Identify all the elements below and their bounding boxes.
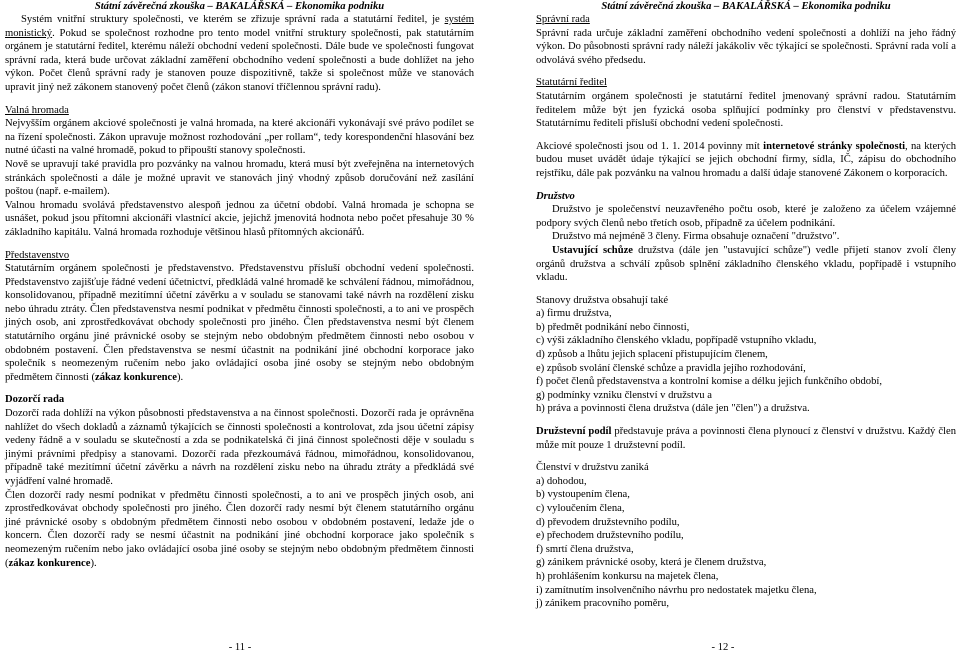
paragraph-gm-1: Nejvyšším orgánem akciové společnosti je valná hromada, na které akcionáři vykonávají své právo podílet se na řízení společnosti. Zákon upravuje možnost rozhodování „per rollam“, tedy korespondenční hlasování bez nutné účasti na valné hromadě, pokud to připouští stanovy společnosti. bbox=[5, 118, 474, 157]
membership-intro: Členství v družstvu zaniká bbox=[536, 462, 649, 474]
bold-span: Družstevní podíl bbox=[536, 426, 612, 438]
list-item: c) výši základního členského vkladu, popřípadě vstupního vkladu, bbox=[536, 335, 817, 347]
paragraph-sd-1: Statutárním orgánem společnosti je statutární ředitel jmenovaný správní radou. Statutárním ředitelem může být jen fyzická osoba splňující podmínky pro členství v představenstvu. Statutárnímu řediteli přísluší obchodní vedení společnosti. bbox=[536, 90, 956, 130]
list-item: e) přechodem družstevního podílu, bbox=[536, 530, 684, 542]
list-item: e) způsob svolání členské schůze a pravidla jejího rozhodování, bbox=[536, 362, 806, 374]
list-item: f) smrtí člena družstva, bbox=[536, 543, 634, 555]
paragraph-monism bbox=[5, 13, 474, 95]
page-body-right bbox=[536, 13, 956, 611]
list-item: f) počet členů představenstva a kontrolní komise a délku jejich funkčního období, bbox=[536, 376, 882, 388]
list-item: h) prohlášením konkursu na majetek člena, bbox=[536, 570, 719, 582]
membership-list bbox=[536, 475, 956, 611]
text-span: Statutárním orgánem společnosti je představenstvo. Představenstvu přísluší obchodní vedení společnosti. Představenstvo zajišťuje řádné vedení účetnictví, předkládá valné hromadě ke schválení řádnou, mimořádnou, konsolidovanou, případně mezitímní účetní závěrku a v souladu se stanovami také návrh na rozdělení zisku nebo úhradu ztráty. Člen představenstva nesmí podnikat v předmětu činnosti společnosti, a to ani ve prospěch jiných osob, ani zprostředkovávat obchody společnosti pro jiného. Člen představenstva nesmí být členem statutárního orgánu jiné právnické osoby se stejným nebo obdobným předmětem činnosti nebo osobou v obdobném postavení. Člen představenstva se nesmí účastnit na podnikání jiné obchodní korporace jako společník s neomezeným ručením nebo jako ovládající osoba jiné osoby se stejným nebo obdobným předmětem činnosti ( bbox=[5, 263, 474, 383]
text-span: ). bbox=[90, 557, 97, 569]
page-right bbox=[486, 0, 960, 657]
list-item: g) podmínky vzniku členství v družstvu a bbox=[536, 389, 712, 401]
heading-general-meeting: Valná hromada bbox=[5, 104, 69, 116]
paragraph-coop-2: Družstvo má nejméně 3 členy. Firma obsahuje označení "družstvo". bbox=[552, 231, 840, 243]
list-item: d) způsob a lhůtu jejich splacení přistupujícím členem, bbox=[536, 349, 768, 361]
bold-span: zákaz konkurence bbox=[95, 371, 177, 383]
heading-cooperative: Družstvo bbox=[536, 190, 575, 202]
list-item: j) zánikem pracovního poměru, bbox=[536, 598, 669, 610]
page-header-right: Státní závěrečná zkouška – BAKALÁŘSKÁ – Ekonomika podniku bbox=[601, 1, 891, 12]
text-span: družstva (dále jen "ustavující schůze") vedle přijetí stanov zvolí členy orgánů družstva a schválí způsob splnění základního členského vkladu, popřípadě i vstupního vkladu. bbox=[536, 244, 956, 284]
paragraph-websites bbox=[536, 140, 956, 181]
paragraph-coop-1: Družstvo je společenství neuzavřeného počtu osob, které je založeno za účelem vzájemné podpory svých členů nebo třetích osob, případně za účelem podnikání. bbox=[536, 204, 956, 229]
list-item: d) převodem družstevního podílu, bbox=[536, 516, 680, 528]
list-item: g) zánikem právnické osoby, která je členem družstva, bbox=[536, 557, 767, 569]
text-span: . Pokud se společnost rozhodne pro tento model vnitřní struktury společnosti, pak statutárním orgánem je statutární ředitel, kterému náleží obchodní vedení společnosti. Dále bude ve společnosti fungovat správní rada, která bude určovat základní zaměření obchodního vedení společnosti a bude dohlížet na jeho výkon. Počet členů správní rady je stanoven pouze dispozitivně, takže si společnost může ve stanovách upravit jiný než zákonem stanovený počet členů (zákon stanoví tříčlennou správní radu). bbox=[5, 27, 474, 93]
list-item: c) vyloučením člena, bbox=[536, 503, 625, 514]
heading-statutory-director: Statutární ředitel bbox=[536, 77, 607, 89]
list-item: a) dohodou, bbox=[536, 475, 587, 487]
paragraph-sb-1: Dozorčí rada dohlíží na výkon působnosti představenstva a na činnost společnosti. Dozorčí rada je oprávněna nahlížet do všech dokladů a záznamů týkajících se činnosti společnosti a kontrolovat, zda jsou účetní zápisy vedeny řádně a v souladu se skutečností a zda se podnikatelská či jiná činnost společnosti děje v souladu s jinými právními předpisy a stanovami. Dozorčí rada přezkoumává řádnou, mimořádnou, konsolidovanou, případně také mezitímní účetní závěrku a návrh na rozdělení zisku nebo na úhradu ztráty a předkládá své vyjádření valné hromadě. bbox=[5, 408, 474, 487]
text-span: Akciové společnosti jsou od 1. 1. 2014 povinny mít bbox=[536, 140, 764, 152]
heading-administrative-board: Správní rada bbox=[536, 14, 590, 25]
text-span: ). bbox=[176, 371, 184, 383]
paragraph-gm-2: Nově se upravují také pravidla pro pozvánky na valnou hromadu, která musí být zveřejněna na internetových stránkách společnosti a dále je možné upravit ve stanovách jiný vhodný způsob doručování než zasílání poštou (např. e-mailem). bbox=[5, 158, 474, 198]
page-number-right: - 12 - bbox=[711, 642, 735, 654]
link-monistic-system: systém monistický bbox=[5, 14, 474, 39]
list-item: a) firmu družstva, bbox=[536, 308, 612, 320]
text-span: Člen dozorčí rady nesmí podnikat v předmětu činnosti společnosti, a to ani ve prospěch jiných osob, ani zprostředkovávat obchody společnosti pro jiného. Člen dozorčí rady nesmí být členem statutárního orgánu jiné právnické osoby s obdobným předmětem činnosti nebo osobou v obdobném postavení, ledaže jde o koncern. Člen dozorčí rady se nesmí účastnit na podnikání jiné obchodní korporace jako společník s neomezeným ručením nebo jako ovládající osoba jiné osoby se stejným nebo obdobným předmětem činnosti ( bbox=[5, 489, 474, 569]
bold-span: zákaz konkurence bbox=[8, 557, 91, 569]
list-item: b) předmět podnikání nebo činnosti, bbox=[536, 321, 690, 333]
paragraph-coop-share bbox=[536, 425, 956, 452]
bold-span: internetové stránky společnosti bbox=[763, 140, 906, 152]
text-span: , na kterých budou muset uvádět údaje týkající se jejich obchodní firmy, sídla, IČ, zápisu do obchodního rejstříku, dále pak pozvánku na valnou hromadu a další údaje stanovené Zákonem o korporacích. bbox=[536, 140, 956, 179]
stanovy-intro: Stanovy družstva obsahují také bbox=[536, 294, 669, 306]
paragraph-sb-2 bbox=[5, 489, 474, 571]
heading-supervisory-board: Dozorčí rada bbox=[5, 394, 65, 406]
page-body-left bbox=[5, 13, 474, 570]
list-item: b) vystoupením člena, bbox=[536, 489, 630, 501]
stanovy-list bbox=[536, 307, 956, 416]
page-number-left: - 11 - bbox=[228, 642, 252, 654]
paragraph-ab-1: Správní rada určuje základní zaměření obchodního vedení společnosti a dohlíží na jeho řádný výkon. Do působnosti správní rady náleží jakákoliv věc týkající se společnosti. Správní rada volí a odvolává svého předsedu. bbox=[536, 27, 956, 66]
list-item: i) zamítnutím insolvenčního návrhu pro nedostatek majetku člena, bbox=[536, 584, 817, 596]
heading-board: Představenstvo bbox=[5, 249, 70, 261]
text-span: Systém vnitřní struktury společnosti, ve kterém se zřizuje správní rada a statutární ředitel, je bbox=[21, 14, 445, 25]
page-header-left: Státní závěrečná zkouška – BAKALÁŘSKÁ – Ekonomika podniku bbox=[94, 1, 385, 12]
paragraph-coop-3 bbox=[536, 244, 956, 285]
list-item: h) práva a povinnosti člena družstva (dále jen "člen") a družstva. bbox=[536, 403, 810, 415]
paragraph-board-1 bbox=[5, 262, 474, 384]
bold-span: Ustavující schůze bbox=[552, 244, 633, 256]
text-span: představuje práva a povinnosti člena plynoucí z členství v družstvu. Každý člen může mít pouze 1 družstevní podíl. bbox=[536, 426, 956, 451]
paragraph-gm-3: Valnou hromadu svolává představenstvo alespoň jednou za účetní období. Valná hromada je schopna se usnášet, pokud jsou přítomni akcionáři vlastnící akcie, jejichž jmenovitá hodnota nebo počet přesahuje 30 % základního kapitálu. Valná hromada rozhoduje většinou hlasů přítomných akcionářů. bbox=[5, 199, 474, 238]
